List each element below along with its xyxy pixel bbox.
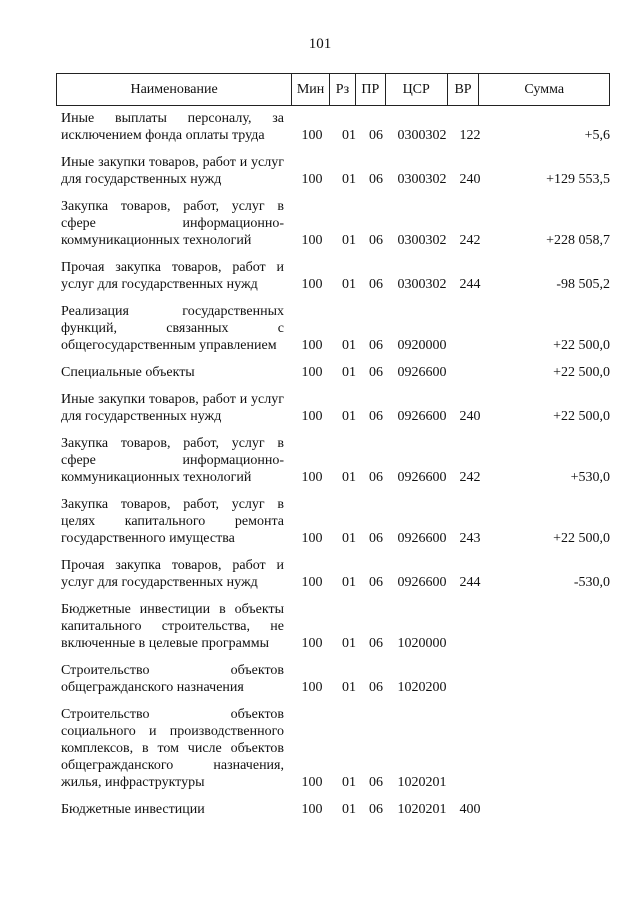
row-csr: 0300302 (397, 233, 447, 248)
row-sum: -98 505,2 (556, 277, 610, 292)
row-vr: 400 (459, 802, 481, 817)
row-csr: 0926600 (397, 409, 447, 424)
row-sum: +228 058,7 (546, 233, 610, 248)
row-rz: 01 (342, 128, 356, 143)
page-number: 101 (308, 36, 332, 52)
row-min: 100 (301, 128, 323, 143)
row-min: 100 (301, 409, 323, 424)
row-vr: 243 (459, 531, 481, 546)
row-name: Специальные объекты (61, 365, 195, 380)
row-sum: +129 553,5 (546, 172, 610, 187)
row-pr: 06 (369, 531, 383, 546)
row-pr: 06 (369, 365, 383, 380)
row-name: Иные закупки товаров, работ и услуг для государственных нужд (61, 155, 284, 187)
table-row (56, 364, 610, 381)
row-pr: 06 (369, 636, 383, 651)
table-row (56, 259, 610, 293)
header-rz: Рз (330, 74, 356, 105)
row-name: Строительство объектов общегражданского назначения (61, 663, 284, 695)
table-row (56, 391, 610, 425)
header-sum: Сумма (524, 81, 565, 97)
row-min: 100 (301, 680, 323, 695)
header-min: Мин (292, 74, 330, 105)
row-pr: 06 (369, 680, 383, 695)
row-sum: +22 500,0 (553, 365, 610, 380)
row-name: Закупка товаров, работ, услуг в сфере информационно-коммуникационных технологий (61, 436, 284, 485)
row-vr: 240 (459, 172, 481, 187)
row-pr: 06 (369, 277, 383, 292)
table-body (56, 110, 610, 828)
row-rz: 01 (342, 775, 356, 790)
row-vr: 244 (459, 575, 481, 590)
row-sum: -530,0 (573, 575, 610, 590)
table-row (56, 662, 610, 696)
row-name: Бюджетные инвестиции (61, 802, 205, 817)
table-row (56, 601, 610, 652)
table-row (56, 198, 610, 249)
row-pr: 06 (369, 172, 383, 187)
header-vr: ВР (448, 74, 480, 105)
row-rz: 01 (342, 680, 356, 695)
row-min: 100 (301, 277, 323, 292)
row-vr: 244 (459, 277, 481, 292)
row-csr: 0926600 (397, 470, 447, 485)
row-min: 100 (301, 775, 323, 790)
row-rz: 01 (342, 531, 356, 546)
row-min: 100 (301, 470, 323, 485)
row-pr: 06 (369, 128, 383, 143)
row-csr: 1020200 (397, 680, 447, 695)
row-rz: 01 (342, 470, 356, 485)
row-min: 100 (301, 172, 323, 187)
row-name: Иные выплаты персоналу, за исключением фонда оплаты труда (61, 111, 284, 143)
row-sum: +22 500,0 (553, 409, 610, 424)
row-vr: 122 (459, 128, 481, 143)
row-name: Прочая закупка товаров, работ и услуг для государственных нужд (61, 558, 284, 590)
row-csr: 0926600 (397, 531, 447, 546)
table-row (56, 435, 610, 486)
header-pr: ПР (356, 74, 386, 105)
row-rz: 01 (342, 172, 356, 187)
row-name: Прочая закупка товаров, работ и услуг для государственных нужд (61, 260, 284, 292)
row-rz: 01 (342, 277, 356, 292)
row-pr: 06 (369, 409, 383, 424)
row-min: 100 (301, 636, 323, 651)
row-rz: 01 (342, 575, 356, 590)
table-row (56, 557, 610, 591)
table-row (56, 706, 610, 791)
row-min: 100 (301, 365, 323, 380)
row-csr: 1020000 (397, 636, 447, 651)
row-min: 100 (301, 233, 323, 248)
row-min: 100 (301, 531, 323, 546)
table-row (56, 801, 610, 818)
row-min: 100 (301, 802, 323, 817)
row-csr: 1020201 (397, 802, 447, 817)
row-name: Закупка товаров, работ, услуг в целях капитального ремонта государственного имущества (61, 497, 284, 546)
row-csr: 1020201 (397, 775, 447, 790)
row-csr: 0300302 (397, 277, 447, 292)
row-name: Реализация государственных функций, связанных с общегосударственным управлением (61, 304, 284, 353)
header-name: Наименование (57, 74, 292, 105)
table-row (56, 154, 610, 188)
row-pr: 06 (369, 775, 383, 790)
row-pr: 06 (369, 575, 383, 590)
row-name: Закупка товаров, работ, услуг в сфере информационно-коммуникационных технологий (61, 199, 284, 248)
row-csr: 0926600 (397, 575, 447, 590)
table-row (56, 110, 610, 144)
row-rz: 01 (342, 636, 356, 651)
table-row (56, 496, 610, 547)
row-csr: 0926600 (397, 365, 447, 380)
row-sum: +530,0 (570, 470, 610, 485)
row-name: Строительство объектов социального и производственного комплексов, в том числе объектов общегражданского назначения, жилья, инфраструктуры (61, 707, 284, 790)
row-rz: 01 (342, 365, 356, 380)
row-rz: 01 (342, 409, 356, 424)
table-header (56, 73, 610, 106)
row-vr: 242 (459, 233, 481, 248)
row-min: 100 (301, 575, 323, 590)
row-vr: 242 (459, 470, 481, 485)
row-sum: +5,6 (584, 128, 610, 143)
row-rz: 01 (342, 233, 356, 248)
row-sum: +22 500,0 (553, 531, 610, 546)
row-pr: 06 (369, 470, 383, 485)
row-pr: 06 (369, 338, 383, 353)
header-csr: ЦСР (386, 74, 448, 105)
row-vr: 240 (459, 409, 481, 424)
row-csr: 0300302 (397, 172, 447, 187)
row-sum: +22 500,0 (553, 338, 610, 353)
row-min: 100 (301, 338, 323, 353)
row-pr: 06 (369, 233, 383, 248)
row-csr: 0920000 (397, 338, 447, 353)
row-rz: 01 (342, 338, 356, 353)
row-csr: 0300302 (397, 128, 447, 143)
row-name: Бюджетные инвестиции в объекты капитального строительства, не включенные в целевые программы (61, 602, 284, 651)
table-row (56, 303, 610, 354)
row-pr: 06 (369, 802, 383, 817)
row-rz: 01 (342, 802, 356, 817)
row-name: Иные закупки товаров, работ и услуг для государственных нужд (61, 392, 284, 424)
